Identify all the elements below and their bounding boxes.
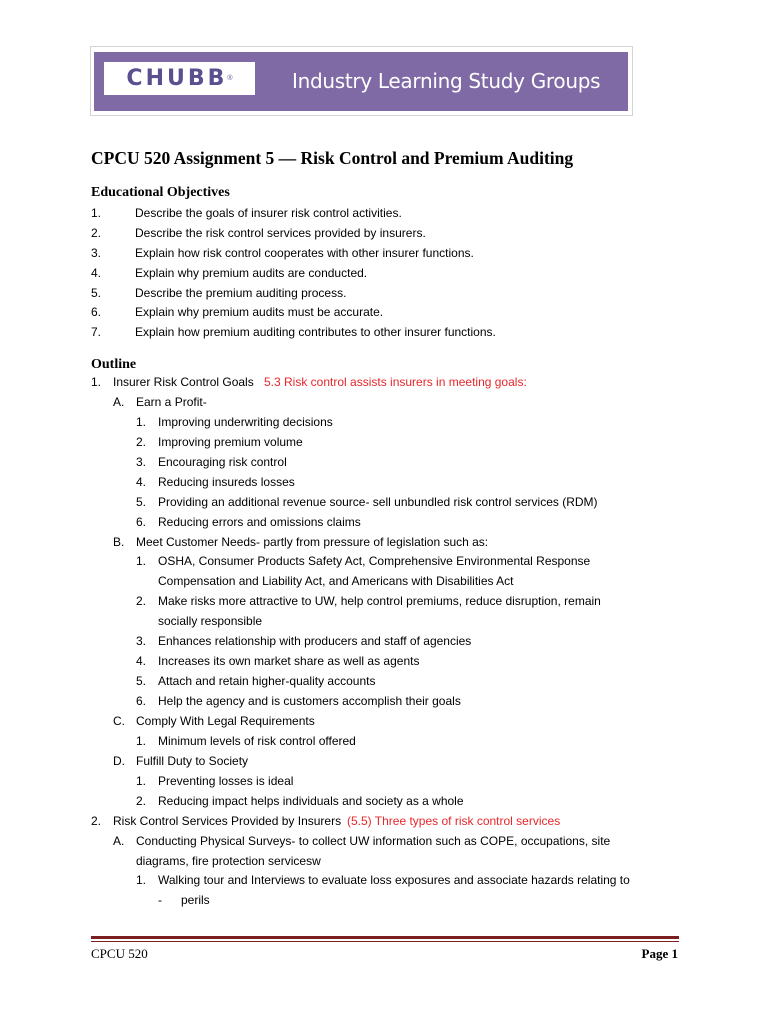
- outline-text: diagrams, fire protection servicesw: [136, 853, 321, 868]
- outline-line: [0, 393, 768, 413]
- outline-marker: 4.: [136, 474, 147, 489]
- outline-text: Reducing impact helps individuals and society as a whole: [158, 793, 464, 808]
- outline-marker: 2.: [136, 793, 147, 808]
- outline-marker: 6.: [136, 694, 147, 708]
- outline-text: Compensation and Liability Act, and Americans with Disabilities Act: [158, 574, 514, 589]
- outline-line: [0, 732, 768, 752]
- objective-text: Explain why premium audits must be accurate.: [135, 305, 384, 320]
- outline-text: Conducting Physical Surveys- to collect UW information such as COPE, occupations, site: [136, 833, 611, 848]
- banner-title: Industry Learning Study Groups: [292, 69, 601, 93]
- outline-text: Risk Control Services Provided by Insurers: [113, 813, 342, 828]
- objective-text: Explain why premium audits are conducted.: [135, 265, 368, 280]
- outline-text: Improving premium volume: [158, 434, 303, 449]
- outline-marker: 3.: [136, 634, 147, 649]
- outline-line: [0, 792, 768, 812]
- outline-text: Increases its own market share as well as agents: [158, 654, 420, 669]
- outline-text: Help the agency and is customers accomplish their goals: [158, 694, 461, 708]
- outline-marker: 2.: [91, 813, 102, 828]
- outline-text: Meet Customer Needs- partly from pressure of legislation such as:: [136, 534, 489, 549]
- outline-text: socially responsible: [158, 614, 263, 629]
- outline-line: [0, 772, 768, 792]
- outline-note: 5.3 Risk control assists insurers in meeting goals:: [264, 375, 527, 389]
- outline-marker: 1.: [136, 554, 147, 569]
- outline-line: [0, 612, 768, 632]
- outline-text: Walking tour and Interviews to evaluate loss exposures and associate hazards relating to: [158, 873, 630, 888]
- outline-marker: 5.: [136, 674, 147, 689]
- registered-mark: ®: [227, 75, 233, 82]
- outline-marker: 2.: [136, 434, 147, 449]
- objective-text: Explain how premium auditing contributes to other insurer functions.: [135, 325, 496, 340]
- outline-line: [0, 871, 768, 891]
- outline-text: Fulfill Duty to Society: [136, 753, 249, 768]
- objective-number: 5.: [91, 285, 102, 300]
- outline-line: [0, 752, 768, 772]
- outline-line: [0, 552, 768, 572]
- outline-marker: -: [158, 893, 162, 908]
- outline-text: Reducing errors and omissions claims: [158, 514, 361, 529]
- objective-text: Explain how risk control cooperates with other insurer functions.: [135, 245, 474, 260]
- outline-line: [0, 433, 768, 453]
- outline-text: OSHA, Consumer Products Safety Act, Comprehensive Environmental Response: [158, 554, 591, 569]
- outline-line: [0, 672, 768, 692]
- outline-line: [0, 891, 768, 911]
- outline-marker: A.: [113, 833, 125, 848]
- outline-text: Insurer Risk Control Goals: [113, 375, 254, 389]
- outline-marker: 5.: [136, 494, 147, 509]
- objective-number: 6.: [91, 305, 102, 320]
- outline-marker: 1.: [136, 733, 147, 748]
- objective-text: Describe the premium auditing process.: [135, 285, 347, 300]
- footer-page-number: Page 1: [641, 946, 678, 961]
- chubb-logo: [104, 62, 255, 95]
- outline-marker: 1.: [91, 375, 102, 389]
- outline-line: [0, 592, 768, 612]
- outline-marker: 1.: [136, 414, 147, 429]
- document-title: CPCU 520 Assignment 5 — Risk Control and Premium Auditing: [91, 148, 574, 168]
- outline-line: [0, 712, 768, 732]
- outline-text: Comply With Legal Requirements: [136, 713, 315, 728]
- outline-line: [0, 572, 768, 592]
- footer-rule: [91, 936, 679, 939]
- outline-text: Reducing insureds losses: [158, 474, 295, 489]
- outline-line: [0, 692, 768, 712]
- outline-marker: 1.: [136, 773, 147, 788]
- outline-note: (5.5) Three types of risk control services: [347, 813, 561, 828]
- outline-marker: D.: [113, 753, 125, 768]
- outline-text: Enhances relationship with producers and staff of agencies: [158, 634, 472, 649]
- outline-line: [0, 373, 768, 393]
- outline-line: [0, 852, 768, 872]
- outline-text: Attach and retain higher-quality accounts: [158, 674, 376, 689]
- logo-text: CHUBB: [126, 66, 228, 91]
- footer-rule-thin: [91, 941, 679, 942]
- objective-text: Describe the goals of insurer risk control activities.: [135, 206, 402, 220]
- objectives-heading: Educational Objectives: [91, 185, 230, 200]
- outline-marker: 4.: [136, 654, 147, 669]
- outline-text: perils: [181, 893, 210, 908]
- header-banner: [94, 52, 628, 111]
- outline-marker: 1.: [136, 873, 147, 888]
- objective-number: 1.: [91, 206, 102, 220]
- outline-line: [0, 832, 768, 852]
- outline-text: Earn a Profit-: [136, 394, 207, 409]
- outline-line: [0, 632, 768, 652]
- objective-number: 2.: [91, 225, 102, 240]
- outline-list: [0, 373, 768, 911]
- outline-text: Encouraging risk control: [158, 454, 287, 469]
- outline-line: [0, 812, 768, 832]
- outline-line: [0, 652, 768, 672]
- outline-line: [0, 413, 768, 433]
- outline-text: Improving underwriting decisions: [158, 414, 333, 429]
- objective-number: 7.: [91, 325, 102, 340]
- outline-line: [0, 453, 768, 473]
- objective-number: 4.: [91, 265, 102, 280]
- outline-marker: B.: [113, 534, 125, 549]
- objective-text: Describe the risk control services provided by insurers.: [135, 225, 426, 240]
- outline-line: [0, 473, 768, 493]
- outline-text: Minimum levels of risk control offered: [158, 733, 356, 748]
- outline-heading: Outline: [91, 357, 137, 372]
- outline-line: [0, 513, 768, 533]
- outline-marker: C.: [113, 713, 125, 728]
- footer-course: CPCU 520: [91, 946, 148, 961]
- outline-text: Providing an additional revenue source- sell unbundled risk control services (RDM): [158, 494, 598, 509]
- outline-marker: 6.: [136, 514, 147, 529]
- outline-text: Make risks more attractive to UW, help control premiums, reduce disruption, remain: [158, 594, 601, 609]
- outline-marker: 2.: [136, 594, 147, 609]
- outline-text: Preventing losses is ideal: [158, 773, 294, 788]
- outline-line: [0, 533, 768, 553]
- outline-marker: 3.: [136, 454, 147, 469]
- outline-line: [0, 493, 768, 513]
- objective-number: 3.: [91, 245, 102, 260]
- outline-marker: A.: [113, 394, 125, 409]
